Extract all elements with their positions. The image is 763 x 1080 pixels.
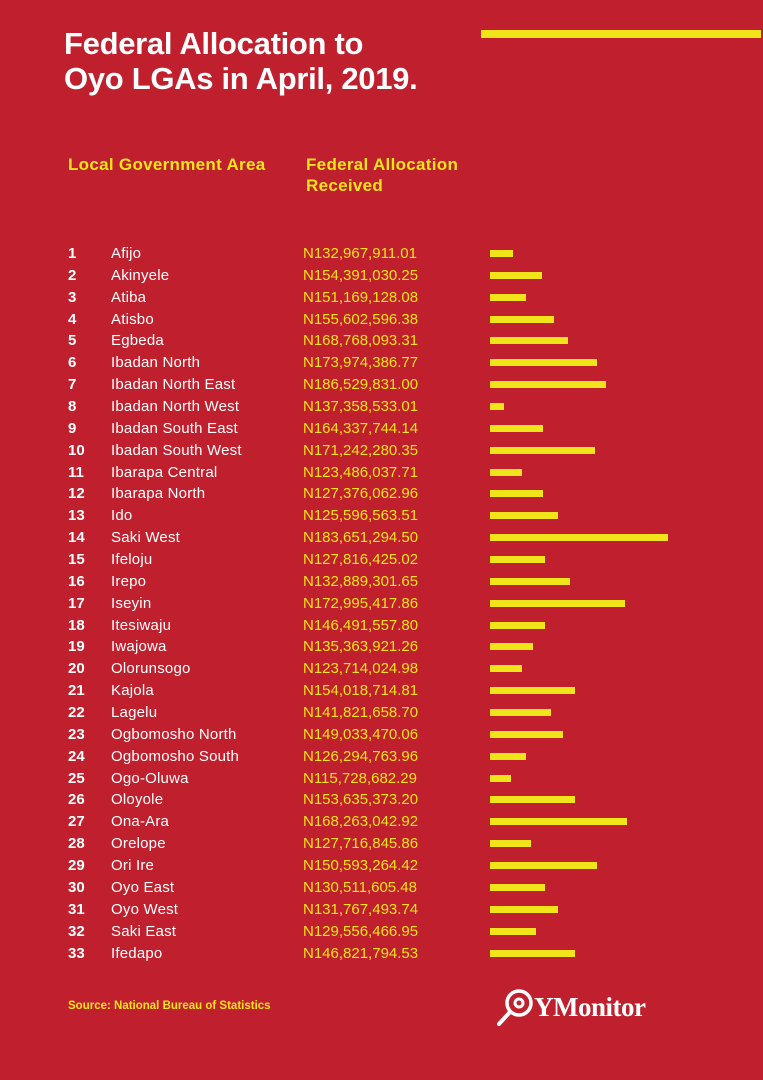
allocation-value: N135,363,921.26: [303, 638, 419, 656]
allocation-value: N141,821,658.70: [303, 704, 419, 722]
decorative-top-bar: [481, 30, 761, 38]
allocation-bar: [490, 512, 558, 519]
table-row: [0, 374, 763, 396]
allocation-value: N130,511,605.48: [303, 878, 417, 896]
allocation-bar: [490, 862, 597, 869]
table-row: [0, 636, 763, 658]
table-row: [0, 265, 763, 287]
table-row: [0, 811, 763, 833]
row-number: 24: [68, 747, 85, 765]
allocation-value: N150,593,264.42: [303, 857, 419, 875]
allocation-value: N149,033,470.06: [303, 725, 419, 743]
row-number: 4: [68, 310, 77, 328]
row-number: 28: [68, 835, 85, 853]
table-row: [0, 396, 763, 418]
row-number: 30: [68, 878, 85, 896]
table-row: [0, 768, 763, 790]
allocation-bar: [490, 775, 511, 782]
allocation-bar: [490, 884, 545, 891]
allocation-bar: [490, 906, 558, 913]
row-number: 18: [68, 616, 85, 634]
lga-name: Ibarapa North: [111, 485, 206, 503]
allocation-value: N164,337,744.14: [303, 419, 419, 437]
allocation-bar: [490, 643, 533, 650]
allocation-bar: [490, 928, 536, 935]
allocation-bar: [490, 403, 504, 410]
allocation-value: N127,716,845.86: [303, 835, 419, 853]
lga-name: Oloyole: [111, 791, 164, 809]
allocation-value: N154,391,030.25: [303, 266, 419, 284]
row-number: 33: [68, 944, 85, 962]
row-number: 11: [68, 463, 84, 481]
lga-name: Afijo: [111, 245, 142, 262]
allocation-value: N153,635,373.20: [303, 791, 419, 809]
lga-name: Oyo East: [111, 878, 175, 896]
allocation-bar: [490, 381, 606, 388]
table-row: [0, 921, 763, 943]
allocation-bar: [490, 578, 570, 585]
page-title: Federal Allocation to Oyo LGAs in April, 2019.: [64, 26, 418, 96]
table-row: [0, 789, 763, 811]
allocation-value: N186,529,831.00: [303, 376, 419, 394]
allocation-value: N123,486,037.71: [303, 463, 419, 481]
table-row: [0, 899, 763, 921]
allocation-bar: [490, 665, 522, 672]
allocation-bar: [490, 687, 575, 694]
table-row: [0, 462, 763, 484]
table-row: [0, 615, 763, 637]
allocation-value: N137,358,533.01: [303, 398, 419, 416]
lga-name: Iwajowa: [111, 638, 167, 656]
table-row: [0, 680, 763, 702]
magnifier-icon: [494, 986, 536, 1028]
row-number: 16: [68, 572, 85, 590]
table-row: [0, 483, 763, 505]
row-number: 8: [68, 398, 77, 416]
row-number: 31: [68, 900, 85, 918]
row-number: 12: [68, 485, 85, 503]
table-row: [0, 702, 763, 724]
lga-name: Saki West: [111, 529, 181, 547]
table-row: [0, 287, 763, 309]
allocation-value: N132,967,911.01: [303, 245, 417, 262]
allocation-value: N168,263,042.92: [303, 813, 419, 831]
allocation-bar: [490, 709, 551, 716]
allocation-value: N154,018,714.81: [303, 682, 419, 700]
row-number: 6: [68, 354, 77, 372]
lga-name: Ona-Ara: [111, 813, 170, 831]
lga-name: Ibarapa Central: [111, 463, 218, 481]
row-number: 2: [68, 266, 77, 284]
lga-name: Ibadan North West: [111, 398, 240, 416]
allocation-value: N183,651,294.50: [303, 529, 419, 547]
logo-text: YMonitor: [534, 991, 646, 1022]
lga-name: Olorunsogo: [111, 660, 191, 678]
allocation-bar: [490, 600, 625, 607]
lga-name: Ifedapo: [111, 944, 163, 962]
table-row: [0, 527, 763, 549]
table-row: [0, 440, 763, 462]
allocation-bar: [490, 753, 526, 760]
lga-name: Ifeloju: [111, 551, 153, 569]
row-number: 29: [68, 857, 85, 875]
table-row: [0, 571, 763, 593]
allocation-bar: [490, 731, 563, 738]
table-row: [0, 593, 763, 615]
table-row: [0, 352, 763, 374]
lga-name: Ori Ire: [111, 857, 155, 875]
allocation-value: N171,242,280.35: [303, 441, 419, 459]
row-number: 10: [68, 441, 85, 459]
lga-name: Saki East: [111, 922, 177, 940]
lga-name: Egbeda: [111, 332, 164, 350]
table-row: [0, 658, 763, 680]
table-row: [0, 505, 763, 527]
allocation-bar: [490, 622, 545, 629]
lga-name: Ibadan South East: [111, 419, 238, 437]
lga-name: Ogbomosho South: [111, 747, 240, 765]
row-number: 19: [68, 638, 85, 656]
lga-name: Ogo-Oluwa: [111, 769, 189, 787]
row-number: 21: [68, 682, 85, 700]
allocation-bar: [490, 425, 543, 432]
allocation-bar: [490, 490, 543, 497]
table-row: [0, 309, 763, 331]
lga-name: Ido: [111, 507, 133, 525]
allocation-bar: [490, 534, 668, 541]
allocation-value: N155,602,596.38: [303, 310, 419, 328]
row-number: 23: [68, 725, 85, 743]
row-number: 32: [68, 922, 85, 940]
allocation-bar: [490, 556, 545, 563]
allocation-value: N132,889,301.65: [303, 572, 419, 590]
allocation-value: N146,491,557.80: [303, 616, 419, 634]
allocation-value: N115,728,682.29: [303, 769, 417, 787]
allocation-bar: [490, 337, 568, 344]
table-row: [0, 943, 763, 965]
row-number: 15: [68, 551, 85, 569]
row-number: 3: [68, 288, 77, 306]
allocation-value: N151,169,128.08: [303, 288, 419, 306]
allocation-table: [0, 243, 763, 964]
table-row: [0, 833, 763, 855]
allocation-bar: [490, 294, 526, 301]
allocation-bar: [490, 469, 522, 476]
table-row: [0, 855, 763, 877]
lga-name: Kajola: [111, 682, 154, 700]
row-number: 9: [68, 419, 77, 437]
table-row: [0, 877, 763, 899]
allocation-bar: [490, 250, 513, 257]
lga-name: Ibadan South West: [111, 441, 242, 459]
allocation-bar: [490, 950, 575, 957]
lga-name: Atisbo: [111, 310, 154, 328]
lga-name: Ibadan North East: [111, 376, 236, 394]
allocation-value: N129,556,466.95: [303, 922, 419, 940]
allocation-value: N146,821,794.53: [303, 944, 419, 962]
lga-name: Ogbomosho North: [111, 725, 237, 743]
row-number: 14: [68, 529, 85, 547]
column-header-allocation: Federal Allocation Received: [306, 155, 459, 195]
allocation-value: N127,816,425.02: [303, 551, 419, 569]
row-number: 1: [68, 245, 77, 262]
column-header-lga: Local Government Area: [68, 155, 266, 174]
allocation-value: N173,974,386.77: [303, 354, 419, 372]
row-number: 22: [68, 704, 85, 722]
table-row: [0, 724, 763, 746]
allocation-value: N131,767,493.74: [303, 900, 419, 918]
allocation-bar: [490, 447, 595, 454]
allocation-bar: [490, 359, 597, 366]
allocation-bar: [490, 316, 554, 323]
allocation-value: N127,376,062.96: [303, 485, 419, 503]
ymonitor-logo: [494, 986, 645, 1028]
lga-name: Iseyin: [111, 594, 152, 612]
lga-name: Atiba: [111, 288, 147, 306]
table-row: [0, 549, 763, 571]
allocation-value: N172,995,417.86: [303, 594, 419, 612]
row-number: 20: [68, 660, 85, 678]
lga-name: Oyo West: [111, 900, 179, 918]
row-number: 17: [68, 594, 85, 612]
lga-name: Itesiwaju: [111, 616, 172, 634]
row-number: 27: [68, 813, 85, 831]
table-row: [0, 243, 763, 265]
allocation-value: N125,596,563.51: [303, 507, 419, 525]
allocation-value: N126,294,763.96: [303, 747, 419, 765]
source-note: Source: National Bureau of Statistics: [68, 1000, 271, 1012]
allocation-bar: [490, 818, 627, 825]
row-number: 13: [68, 507, 85, 525]
row-number: 26: [68, 791, 85, 809]
table-row: [0, 746, 763, 768]
table-row: [0, 330, 763, 352]
allocation-value: N123,714,024.98: [303, 660, 419, 678]
row-number: 7: [68, 376, 77, 394]
lga-name: Ibadan North: [111, 354, 201, 372]
allocation-bar: [490, 272, 542, 279]
table-row: [0, 418, 763, 440]
allocation-bar: [490, 840, 531, 847]
lga-name: Akinyele: [111, 266, 170, 284]
lga-name: Orelope: [111, 835, 166, 853]
row-number: 5: [68, 332, 77, 350]
lga-name: Lagelu: [111, 704, 158, 722]
row-number: 25: [68, 769, 85, 787]
lga-name: Irepo: [111, 572, 147, 590]
allocation-bar: [490, 796, 575, 803]
allocation-value: N168,768,093.31: [303, 332, 419, 350]
